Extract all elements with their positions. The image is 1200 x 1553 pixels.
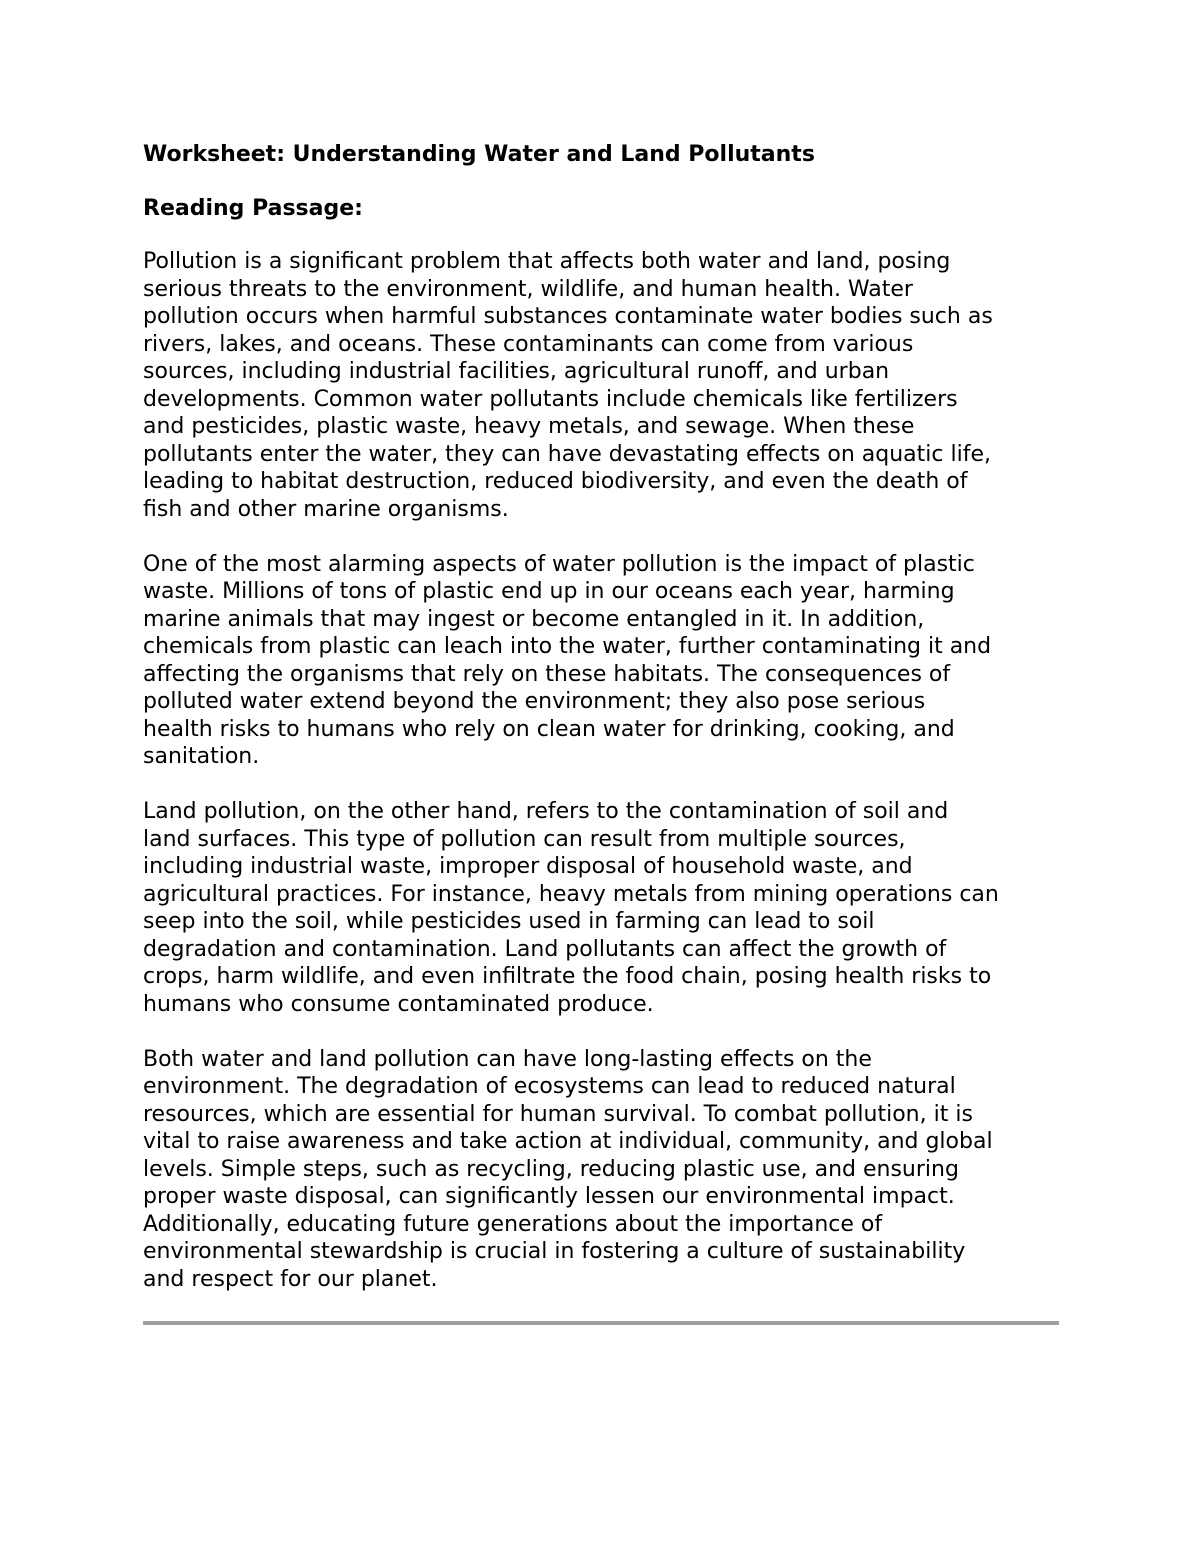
paragraph-2 [143, 551, 1063, 771]
text-line: serious threats to the environment, wildlife, and human health. Water [143, 276, 913, 302]
reading-passage [143, 248, 1063, 1293]
text-line: including industrial waste, improper disposal of household waste, and [143, 854, 913, 879]
text-line: One of the most alarming aspects of water pollution is the impact of plastic [143, 551, 975, 577]
text-line: levels. Simple steps, such as recycling, reducing plastic use, and ensuring [143, 1156, 959, 1182]
text-line: pollutants enter the water, they can have devastating effects on aquatic life, [143, 441, 991, 467]
text-line: health risks to humans who rely on clean water for drinking, cooking, and [143, 716, 955, 742]
text-line: Land pollution, on the other hand, refers to the contamination of soil and [143, 799, 949, 824]
text-line: and pesticides, plastic waste, heavy metals, and sewage. When these [143, 414, 915, 439]
text-line: polluted water extend beyond the environment; they also pose serious [143, 689, 926, 714]
text-line: land surfaces. This type of pollution can result from multiple sources, [143, 826, 906, 852]
paragraph-3 [143, 798, 1063, 1018]
section-heading: Reading Passage: [143, 196, 363, 221]
paragraph-4 [143, 1046, 1063, 1294]
text-line: environment. The degradation of ecosystems can lead to reduced natural [143, 1074, 956, 1099]
horizontal-divider [143, 1321, 1059, 1325]
text-line: leading to habitat destruction, reduced biodiversity, and even the death of [143, 469, 968, 494]
text-line: humans who consume contaminated produce. [143, 991, 654, 1017]
text-line: Additionally, educating future generations about the importance of [143, 1211, 883, 1237]
text-line: agricultural practices. For instance, heavy metals from mining operations can [143, 881, 999, 907]
text-line: affecting the organisms that rely on these habitats. The consequences of [143, 661, 951, 687]
text-line: resources, which are essential for human survival. To combat pollution, it is [143, 1101, 973, 1127]
paragraph-1 [143, 248, 1063, 523]
page-title: Worksheet: Understanding Water and Land Pollutants [143, 142, 815, 167]
text-line: rivers, lakes, and oceans. These contaminants can come from various [143, 331, 914, 357]
text-line: sanitation. [143, 744, 260, 769]
text-line: sources, including industrial facilities, agricultural runoff, and urban [143, 359, 890, 384]
text-line: marine animals that may ingest or become entangled in it. In addition, [143, 606, 925, 632]
text-line: vital to raise awareness and take action at individual, community, and global [143, 1129, 993, 1154]
text-line: degradation and contamination. Land pollutants can affect the growth of [143, 936, 947, 962]
text-line: proper waste disposal, can significantly lessen our environmental impact. [143, 1184, 955, 1209]
text-line: environmental stewardship is crucial in fostering a culture of sustainability [143, 1239, 966, 1264]
text-line: and respect for our planet. [143, 1266, 438, 1292]
text-line: waste. Millions of tons of plastic end up in our oceans each year, harming [143, 579, 955, 604]
document-page [143, 140, 1063, 1325]
text-line: seep into the soil, while pesticides used in farming can lead to soil [143, 909, 875, 934]
text-line: Pollution is a significant problem that affects both water and land, posing [143, 249, 951, 274]
text-line: chemicals from plastic can leach into the water, further contaminating it and [143, 634, 992, 659]
text-line: fish and other marine organisms. [143, 496, 509, 522]
text-line: crops, harm wildlife, and even infiltrate the food chain, posing health risks to [143, 964, 992, 989]
text-line: Both water and land pollution can have long-lasting effects on the [143, 1046, 872, 1072]
text-line: pollution occurs when harmful substances contaminate water bodies such as [143, 304, 993, 329]
text-line: developments. Common water pollutants include chemicals like fertilizers [143, 386, 958, 412]
